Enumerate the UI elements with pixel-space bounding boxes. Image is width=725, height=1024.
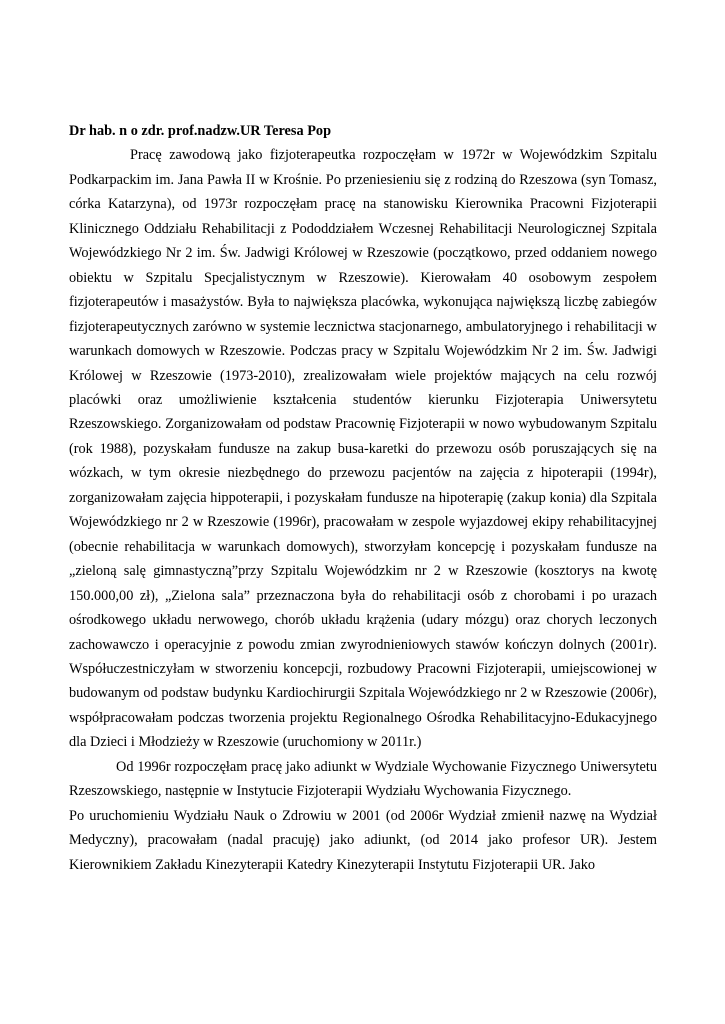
paragraph-university-start: Od 1996r rozpoczęłam pracę jako adiunkt w Wydziale Wychowanie Fizycznego Uniwersytetu Rzeszowskiego, następnie w Instytucie Fizjoterapii Wydziału Wychowania Fizycznego. — [69, 758, 657, 800]
document-heading: Dr hab. n o zdr. prof.nadzw.UR Teresa Pop — [69, 123, 332, 139]
paragraph-career-hospital: Pracę zawodową jako fizjoterapeutka rozpoczęłam w 1972r w Wojewódzkim Szpitalu Podkarpackim im. Jana Pawła II w Krośnie. Po przeniesieniu się z rodziną do Rzeszowa (syn Tomasz, córka Katarzyna), od 1973r rozpoczęłam pracę na stanowisku Kierownika Pracowni Fizjoterapii Klinicznego Oddziału Rehabilitacji z Pododdziałem Wczesnej Rehabilitacji Neurologicznej Szpitala Wojewódzkiego Nr 2 im. Św. Jadwigi Królowej w Rzeszowie (początkowo, przed oddaniem nowego obiektu w Szpitalu Specjalistycznym w Rzeszowie). Kierowałam 40 osobowym zespołem fizjoterapeutów i masażystów. Była to największa placówka, wykonująca największą liczbę zabiegów fizjoterapeutycznych zarówno w systemie lecznictwa stacjonarnego, ambulatoryjnego i rehabilitacji w warunkach domowych w Rzeszowie. Podczas pracy w Szpitalu Wojewódzkim Nr 2 im. Św. Jadwigi Królowej w Rzeszowie (1973-2010), zrealizowałam wiele projektów mających na celu rozwój placówki oraz umożliwienie kształcenia studentów kierunku Fizjoterapia Uniwersytetu Rzeszowskiego. Zorganizowałam od podstaw Pracownię Fizjoterapii w nowo wybudowanym Szpitalu (rok 1988), pozyskałam fundusze na zakup busa-karetki do przewozu osób poruszających się na wózkach, w tym okresie niezbędnego do przewozu pacjentów na zajęcia z hipoterapii (1994r), zorganizowałam zajęcia hippoterapii, i pozyskałam fundusze na hipoterapię (zakup konia) dla Szpitala Wojewódzkiego nr 2 w Rzeszowie (1996r), pracowałam w zespole wyjazdowej ekipy rehabilitacyjnej (obecnie rehabilitacja w warunkach domowych), stworzyłam koncepcję i pozyskałam fundusze na „zieloną salę gimnastyczną”przy Szpitalu Wojewódzkim nr 2 w Rzeszowie (kosztorys na kwotę 150.000,00 zł), „Zielona sala” przeznaczona była do rehabilitacji osób z chorobami i po urazach ośrodkowego układu nerwowego, chorób układu krążenia (udary mózgu) oraz chorych leczonych zachowawczo i operacyjnie z powodu zmian zwyrodnieniowych stawów kończyn dolnych (2001r). Współuczestniczyłam w stworzeniu koncepcji, rozbudowy Pracowni Fizjoterapii, umiejscowionej w budowanym od podstaw budynku Kardiochirurgii Szpitala Wojewódzkiego nr 2 w Rzeszowie (2006r), współpracowałam podczas tworzenia projektu Regionalnego Ośrodka Rehabilitacyjno-Edukacyjnego dla Dzieci i Młodzieży w Rzeszowie (uruchomiony w 2011r.) — [69, 147, 657, 751]
paragraph-faculty-health: Po uruchomieniu Wydziału Nauk o Zdrowiu w 2001 (od 2006r Wydział zmienił nazwę na Wydział Medyczny), pracowałam (nadal pracuję) jako adiunkt, (od 2014 jako profesor UR). Jestem Kierownikiem Zakładu Kinezyterapii Katedry Kinezyterapii Instytutu Fizjoterapii UR. Jako — [69, 807, 657, 873]
document-page — [69, 119, 657, 877]
